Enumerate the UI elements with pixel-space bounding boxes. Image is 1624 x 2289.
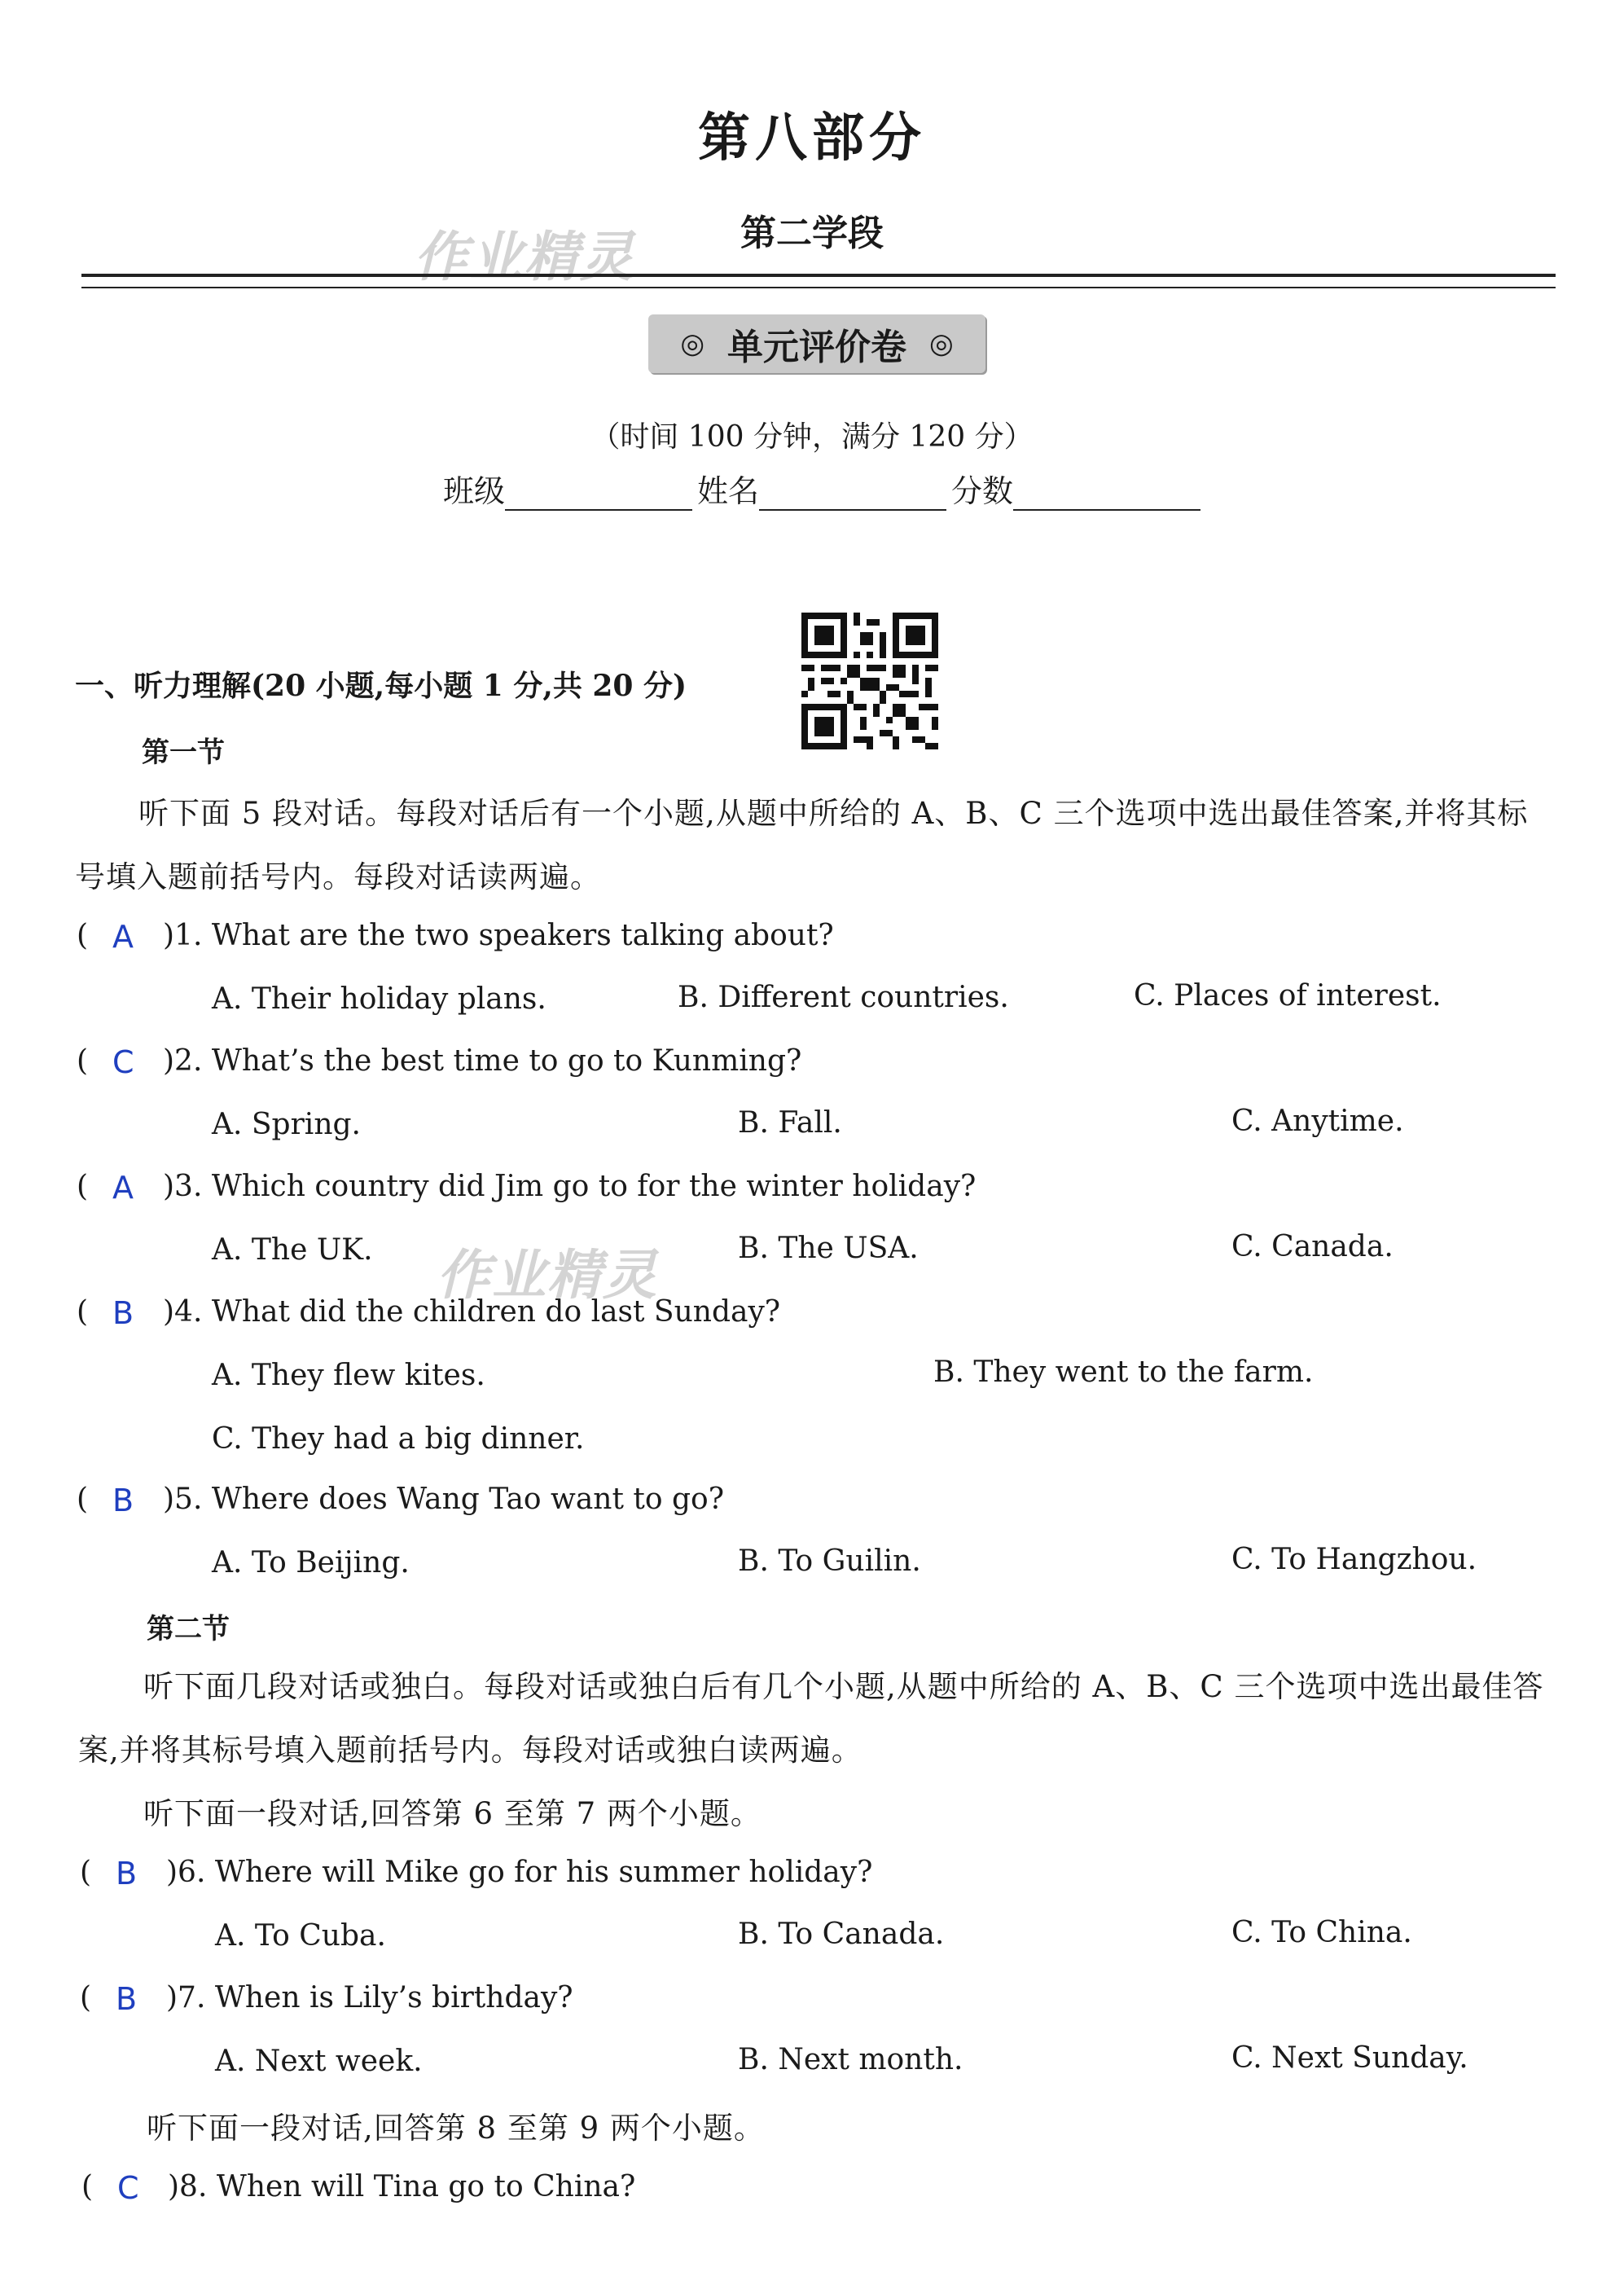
class-label: 班级: [443, 473, 506, 509]
question-text: )8. When will Tina go to China?: [168, 2170, 636, 2203]
question-text: )4. What did the children do last Sunday?: [163, 1295, 781, 1329]
option-b: B. Fall.: [738, 1106, 842, 1140]
answer-mark: A: [112, 1170, 134, 1206]
name-label: 姓名: [697, 473, 760, 509]
answer-mark: C: [112, 1044, 134, 1080]
watermark-middle: 作业精灵: [437, 1244, 658, 1307]
class-field: [443, 466, 1205, 511]
question-text: )6. Where will Mike go for his summer holiday?: [166, 1856, 873, 1889]
option-b: B. The USA.: [738, 1232, 919, 1265]
part1-instructions: 听下面 5 段对话。每段对话后有一个小题,从题中所给的 A、B、C 三个选项中选出最佳答案,并将其标: [138, 796, 1529, 831]
part1-instructions-cont: 号填入题前括号内。每段对话读两遍。: [75, 859, 601, 894]
answer-paren: (: [80, 1856, 92, 1889]
answer-paren: (: [77, 1483, 89, 1516]
option-b: B. Different countries.: [678, 981, 1009, 1014]
option-c: C. Next Sunday.: [1231, 2041, 1468, 2075]
option-b: B. They went to the farm.: [933, 1355, 1314, 1389]
answer-paren: (: [81, 2170, 94, 2203]
header-rule-thin: [81, 287, 1556, 288]
score-blank[interactable]: [1013, 478, 1200, 511]
option-c: C. To Hangzhou.: [1231, 1543, 1477, 1576]
unit-badge: [648, 314, 985, 373]
question-text: )7. When is Lily’s birthday?: [166, 1981, 573, 2014]
badge-label: 单元评价卷: [727, 327, 906, 368]
watermark-top: 作业精灵: [414, 226, 635, 288]
part2-instructions-cont: 案,并将其标号填入题前括号内。每段对话或独白读两遍。: [78, 1733, 862, 1768]
answer-paren: (: [80, 1981, 92, 2014]
dialogue-intro: 听下面一段对话,回答第 8 至第 9 两个小题。: [147, 2111, 765, 2146]
header-rule-thick: [81, 274, 1556, 277]
ornament-icon: ◎: [929, 327, 954, 360]
part2-title: 第二节: [147, 1613, 230, 1645]
part1-title: 第一节: [142, 736, 225, 769]
question-text: )3. Which country did Jim go to for the winter holiday?: [163, 1170, 977, 1203]
option-b: B. Next month.: [738, 2043, 963, 2076]
option-a: A. The UK.: [212, 1233, 373, 1267]
page-title: 第八部分: [698, 108, 926, 169]
part2-instructions: 听下面几段对话或独白。每段对话或独白后有几个小题,从题中所给的 A、B、C 三个选项中选出最佳答: [143, 1669, 1544, 1704]
option-a: A. Their holiday plans.: [212, 982, 546, 1016]
section-listening-title: 一、听力理解(20 小题,每小题 1 分,共 20 分): [75, 669, 687, 703]
dialogue-intro: 听下面一段对话,回答第 6 至第 7 两个小题。: [143, 1796, 762, 1831]
option-a: A. Spring.: [212, 1108, 361, 1141]
option-c: C. To China.: [1231, 1916, 1412, 1949]
name-blank[interactable]: [759, 478, 946, 511]
qr-code-icon[interactable]: [801, 613, 938, 749]
answer-paren: (: [77, 919, 89, 952]
answer-mark: B: [112, 1483, 134, 1518]
answer-mark: A: [112, 919, 134, 955]
option-c: C. Canada.: [1231, 1230, 1394, 1263]
answer-mark: B: [116, 1981, 138, 2017]
answer-mark: B: [112, 1295, 134, 1331]
answer-paren: (: [77, 1170, 89, 1203]
option-b: B. To Guilin.: [738, 1544, 921, 1578]
option-a: A. To Cuba.: [215, 1919, 386, 1953]
option-c: C. They had a big dinner.: [212, 1422, 585, 1456]
page-subtitle: 第二学段: [740, 213, 884, 254]
question-text: )2. What’s the best time to go to Kunming?: [163, 1044, 802, 1078]
option-c: C. Anytime.: [1231, 1105, 1404, 1138]
ornament-icon: ◎: [680, 327, 704, 360]
option-a: A. They flew kites.: [212, 1359, 485, 1392]
option-a: A. Next week.: [215, 2045, 423, 2078]
class-blank[interactable]: [505, 478, 692, 511]
answer-mark: B: [116, 1856, 138, 1891]
answer-paren: (: [77, 1044, 89, 1078]
score-label: 分数: [951, 473, 1014, 509]
option-a: A. To Beijing.: [212, 1546, 410, 1579]
question-text: )5. Where does Wang Tao want to go?: [163, 1483, 725, 1516]
time-info: （时间 100 分钟，满分 120 分）: [590, 420, 1034, 454]
answer-mark: C: [117, 2170, 139, 2206]
answer-paren: (: [77, 1295, 89, 1329]
option-b: B. To Canada.: [738, 1918, 945, 1951]
question-text: )1. What are the two speakers talking about?: [163, 919, 834, 952]
option-c: C. Places of interest.: [1134, 979, 1442, 1013]
